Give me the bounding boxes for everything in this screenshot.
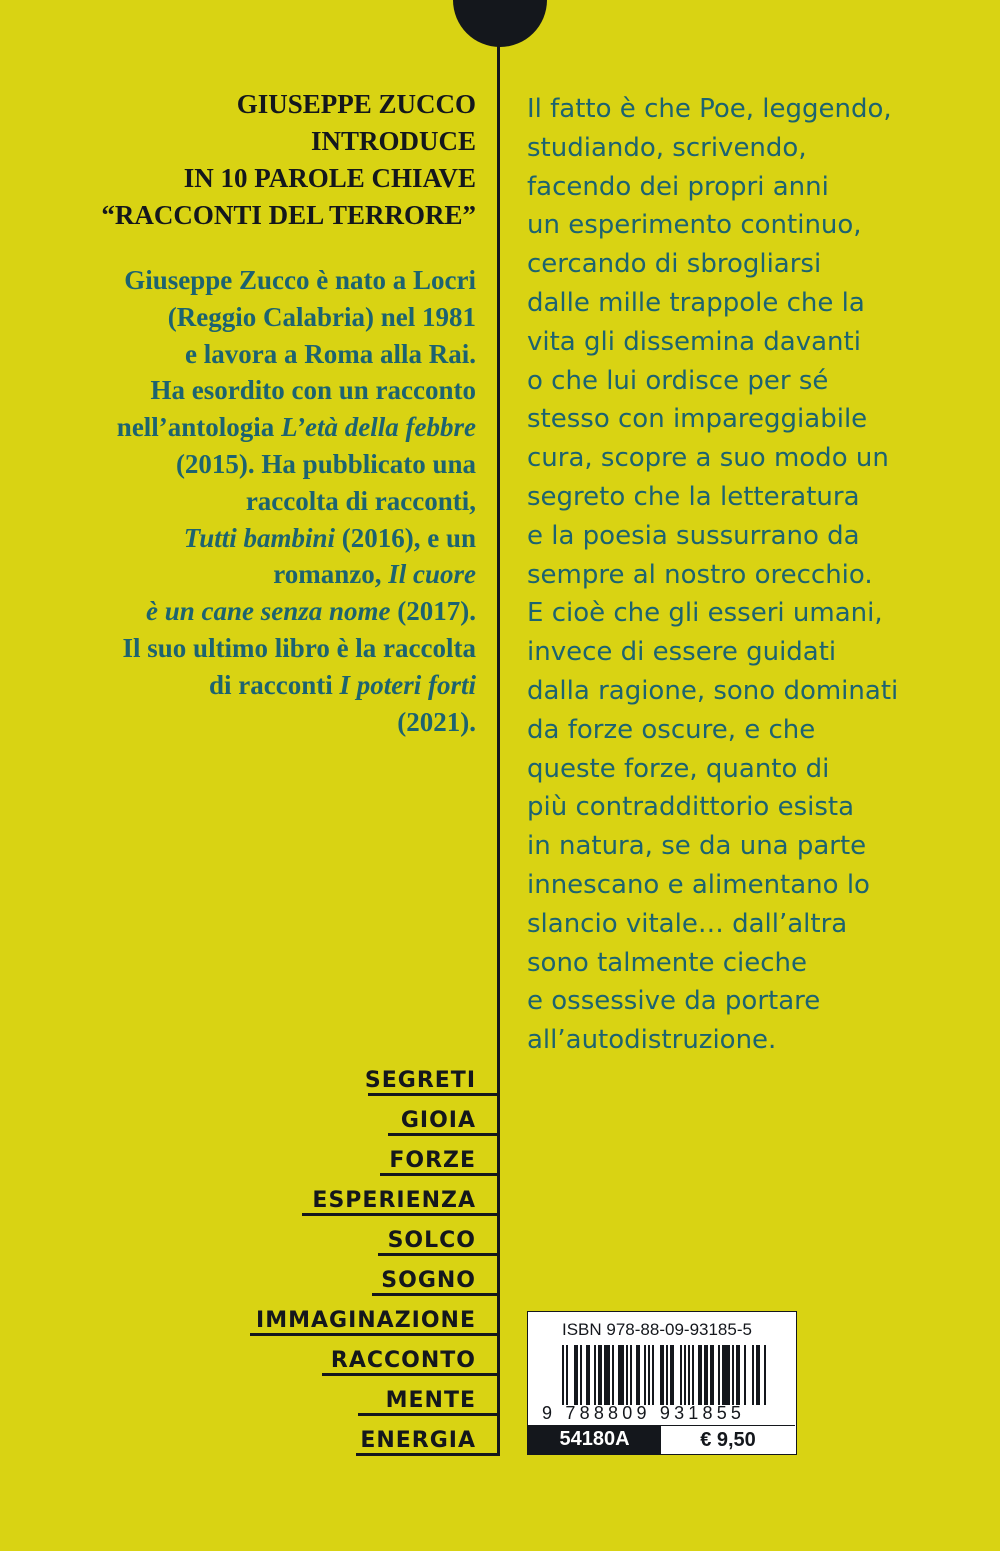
- barcode-bar: [574, 1345, 578, 1405]
- book-title: L’età della febbre: [281, 412, 476, 443]
- bio-line: [36, 593, 476, 630]
- book-title: Tutti bambini: [183, 522, 335, 553]
- bio-text: (2017).: [390, 596, 476, 627]
- quote-line: dalle mille trappole che la: [527, 287, 865, 318]
- barcode-bar: [710, 1345, 714, 1405]
- product-code: 54180A: [528, 1425, 661, 1454]
- keyword-item: [200, 1416, 500, 1456]
- intro-line: GIUSEPPE ZUCCO: [236, 89, 476, 119]
- bio-text: nell’antologia: [116, 412, 282, 443]
- barcode-bar: [704, 1345, 708, 1405]
- bio-line: Ha esordito con un racconto: [150, 375, 476, 406]
- barcode-bar: [684, 1345, 686, 1405]
- keyword-item: [200, 1176, 500, 1216]
- quote-line: cura, scopre a suo modo un: [527, 443, 889, 474]
- barcode-bar: [744, 1345, 746, 1405]
- keyword-item: [200, 1096, 500, 1136]
- barcode-bar: [604, 1345, 610, 1405]
- barcode-bar: [612, 1345, 614, 1405]
- keyword-item: [200, 1376, 500, 1416]
- quote-line: più contraddittorio esista: [527, 792, 855, 823]
- bio-line: Giuseppe Zucco è nato a Locri: [124, 265, 476, 295]
- quote-line: e ossessive da portare: [527, 986, 821, 1017]
- bio-line: raccolta di racconti,: [245, 485, 476, 516]
- keyword-label: RACCONTO: [330, 1348, 476, 1373]
- book-title: è un cane senza nome: [145, 596, 391, 627]
- barcode-bar: [660, 1345, 664, 1405]
- intro-line: “RACCONTI DEL TERRORE”: [101, 200, 476, 230]
- barcode-bar: [562, 1345, 564, 1405]
- quote-line: segreto che la letteratura: [527, 481, 860, 512]
- barcode-bar: [692, 1345, 694, 1405]
- keyword-label: ESPERIENZA: [312, 1188, 476, 1213]
- book-title: I poteri forti: [339, 669, 476, 700]
- keyword-item: [200, 1136, 500, 1176]
- keyword-item: [200, 1216, 500, 1256]
- barcode-box: [527, 1311, 797, 1455]
- quote-line: dalla ragione, sono dominati: [527, 675, 899, 706]
- quote-line: da forze oscure, e che: [527, 714, 816, 745]
- keyword-label: SOLCO: [387, 1228, 476, 1253]
- quote-line: o che lui ordisce per sé: [527, 365, 829, 396]
- bio-text: romanzo,: [273, 559, 389, 590]
- bio-line: (2015). Ha pubblicato una: [175, 448, 476, 479]
- quote-line: sono talmente cieche: [527, 947, 807, 978]
- barcode-bars: [562, 1345, 766, 1405]
- keyword-list: [200, 1056, 500, 1456]
- barcode-bar: [764, 1345, 766, 1405]
- quote-line: studiando, scrivendo,: [527, 132, 807, 163]
- keyword-label: MENTE: [385, 1388, 476, 1413]
- barcode-bar: [636, 1345, 640, 1405]
- barcode-bar: [752, 1345, 754, 1405]
- bio-text: (2016), e un: [335, 522, 476, 553]
- barcode-bar: [598, 1345, 602, 1405]
- bio-line: [36, 409, 476, 446]
- quote-line: e la poesia sussurrano da: [527, 520, 860, 551]
- quote-line: innescano e alimentano lo: [527, 869, 870, 900]
- barcode-bar: [630, 1345, 632, 1405]
- isbn-label: ISBN 978-88-09-93185-5: [562, 1320, 752, 1339]
- keyword-label: SOGNO: [381, 1268, 476, 1293]
- book-title: Il cuore: [388, 559, 476, 590]
- barcode-bar: [648, 1345, 650, 1405]
- quote-line: invece di essere guidati: [527, 637, 837, 668]
- barcode-bar: [670, 1345, 674, 1405]
- barcode-bar: [580, 1345, 582, 1405]
- intro-heading: [36, 86, 476, 234]
- keyword-item: [200, 1296, 500, 1336]
- spine-top-circle: [453, 0, 547, 47]
- barcode-bar: [688, 1345, 690, 1405]
- keyword-underline: [356, 1453, 500, 1456]
- keyword-item: [200, 1256, 500, 1296]
- quote-line: slancio vitale… dall’altra: [527, 908, 848, 939]
- quote-line: cercando di sbrogliarsi: [527, 249, 822, 280]
- barcode-bar: [718, 1345, 720, 1405]
- keyword-item: [200, 1056, 500, 1096]
- bio-line: [36, 556, 476, 593]
- keyword-item: [200, 1336, 500, 1376]
- quote-line: stesso con impareggiabile: [527, 404, 868, 435]
- barcode-bar: [666, 1345, 668, 1405]
- price: € 9,50: [661, 1425, 795, 1454]
- quote-line: vita gli dissemina davanti: [527, 326, 861, 357]
- keyword-label: ENERGIA: [360, 1428, 476, 1453]
- quote-line: Il fatto è che Poe, leggendo,: [527, 94, 892, 124]
- barcode-bar: [566, 1345, 568, 1405]
- barcode-bar: [652, 1345, 654, 1405]
- barcode-bar: [626, 1345, 628, 1405]
- quote-line: E cioè che gli esseri umani,: [527, 598, 883, 629]
- blurb-quote: [527, 90, 987, 1060]
- intro-line: INTRODUCE: [310, 126, 476, 156]
- keyword-label: GIOIA: [400, 1108, 476, 1133]
- bio-line: [36, 520, 476, 557]
- barcode-bar: [586, 1345, 590, 1405]
- quote-line: sempre al nostro orecchio.: [527, 559, 873, 590]
- quote-line: queste forze, quanto di: [527, 753, 830, 784]
- barcode-bar: [644, 1345, 646, 1405]
- barcode-bar: [756, 1345, 760, 1405]
- barcode-bar: [618, 1345, 624, 1405]
- barcode-bar: [594, 1345, 596, 1405]
- bio-line: (Reggio Calabria) nel 1981: [167, 301, 476, 332]
- barcode-bar: [722, 1345, 730, 1405]
- keyword-label: SEGRETI: [364, 1068, 476, 1093]
- bio-line: Il suo ultimo libro è la raccolta: [122, 632, 476, 663]
- barcode-bar: [732, 1345, 734, 1405]
- quote-line: all’autodistruzione.: [527, 1025, 777, 1056]
- bio-line: (2021).: [397, 706, 476, 737]
- bio-text: di racconti: [209, 669, 340, 700]
- barcode-bar: [698, 1345, 702, 1405]
- bio-line: [36, 667, 476, 704]
- keyword-label: FORZE: [389, 1148, 476, 1173]
- barcode-bar: [680, 1345, 682, 1405]
- intro-line: IN 10 PAROLE CHIAVE: [183, 163, 476, 193]
- barcode-digits: 9 788809 931855: [542, 1403, 746, 1423]
- bio-line: e lavora a Roma alla Rai.: [185, 338, 476, 369]
- quote-line: facendo dei propri anni: [527, 171, 829, 202]
- quote-line: un esperimento continuo,: [527, 210, 862, 241]
- quote-line: in natura, se da una parte: [527, 831, 867, 862]
- barcode-bar: [736, 1345, 740, 1405]
- author-bio: [36, 262, 476, 740]
- keyword-label: IMMAGINAZIONE: [256, 1308, 476, 1333]
